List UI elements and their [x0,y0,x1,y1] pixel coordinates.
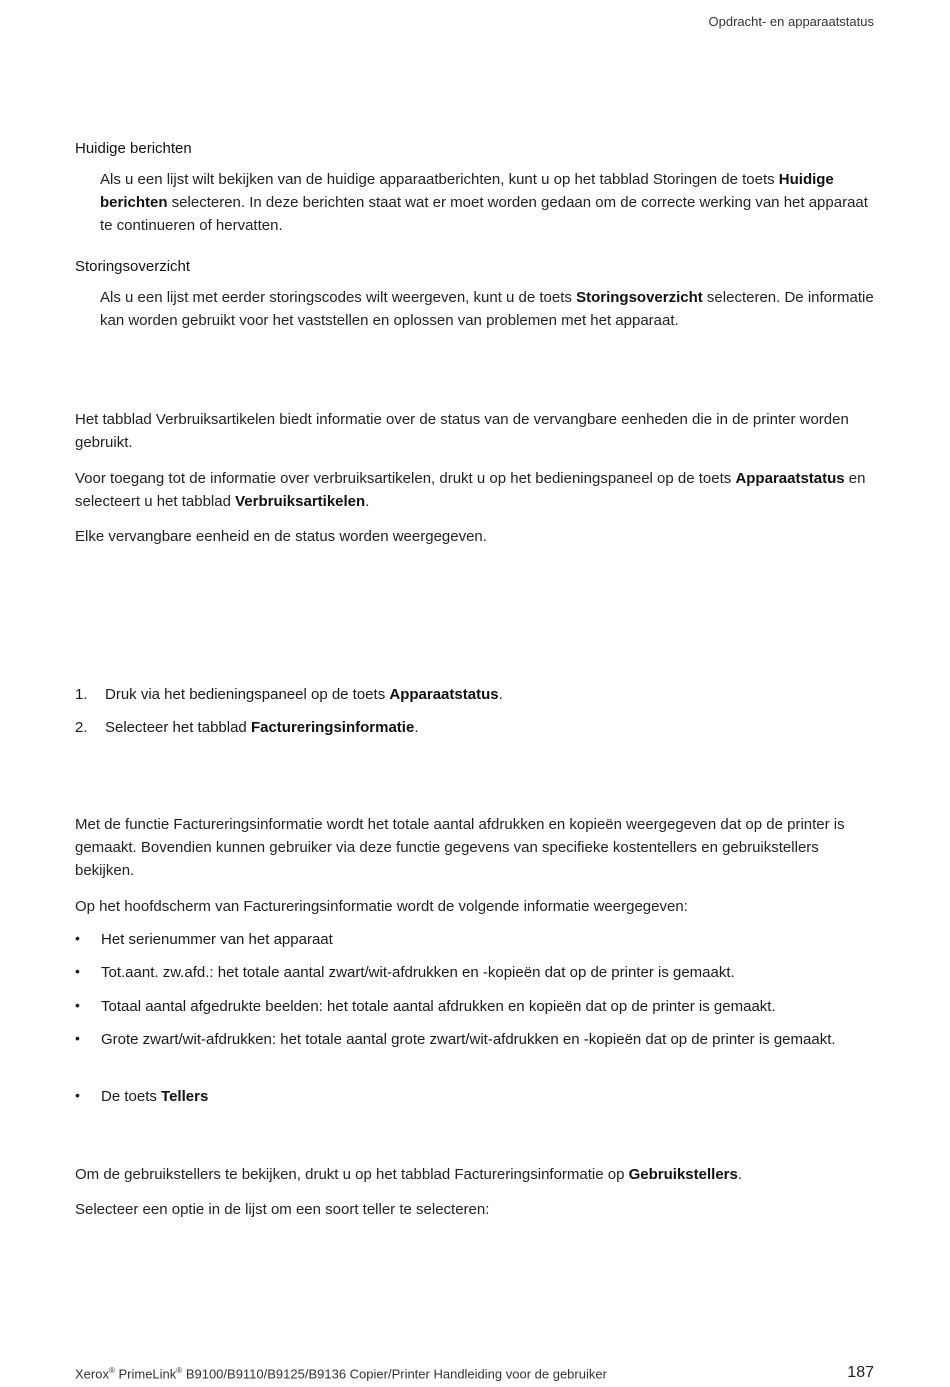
footer-product: Xerox® PrimeLink® B9100/B9110/B9125/B9136 Copier/Printer Handleiding voor de gebruiker [75,1366,607,1382]
paragraph-usage-select: Selecteer een optie in de lijst om een soort teller te selecteren: [75,1201,490,1218]
paragraph-billing-main-screen: Op het hoofdscherm van Factureringsinformatie wordt de volgende informatie weergegeven: [75,898,688,915]
paragraph-billing-intro: Met de functie Factureringsinformatie wordt het totale aantal afdrukken en kopieën weergegeven dat op de printer is gemaakt. Bovendien kunnen gebruiker via deze functie gegevens van specifieke kostentellers en gebruikstellers bekijken. [75,816,845,879]
paragraph-current-messages: Als u een lijst wilt bekijken van de huidige apparaatberichten, kunt u op het tabblad Storingen de toets Huidige berichten selecteren. In deze berichten staat wat er moet worden gedaan om de correcte werking van het apparaat te continueren of hervatten. [100,171,868,234]
step-text: Druk via het bedieningspaneel op de toets Apparaatstatus. [105,686,503,703]
paragraph-usage-counters: Om de gebruikstellers te bekijken, drukt u op het tabblad Factureringsinformatie op Gebruikstellers. [75,1166,743,1183]
bullet-icon: • [75,963,80,979]
list-item: Tot.aant. zw.afd.: het totale aantal zwart/wit-afdrukken en -kopieën dat op de printer is gemaakt. [101,964,735,981]
paragraph-supplies-status: Elke vervangbare eenheid en de status worden weergegeven. [75,528,487,545]
page-number: 187 [847,1364,874,1381]
step-number: 1. [75,686,88,703]
step-number: 2. [75,719,88,736]
list-item: Grote zwart/wit-afdrukken: het totale aantal grote zwart/wit-afdrukken en -kopieën dat op de printer is gemaakt. [101,1031,836,1048]
subheading-fault-history: Storingsoverzicht [75,258,191,275]
paragraph-supplies-intro: Het tabblad Verbruiksartikelen biedt informatie over de status van de vervangbare eenheden die in de printer worden gebruikt. [75,411,849,451]
bullet-icon: • [75,1087,80,1103]
running-header: Opdracht- en apparaatstatus [708,14,874,29]
bullet-icon: • [75,997,80,1013]
step-text: Selecteer het tabblad Factureringsinformatie. [105,719,419,736]
bullet-icon: • [75,930,80,946]
subheading-current-messages: Huidige berichten [75,140,192,157]
paragraph-supplies-access: Voor toegang tot de informatie over verbruiksartikelen, drukt u op het bedieningspaneel op de toets Apparaatstatus en selecteert u het tabblad Verbruiksartikelen. [75,470,866,510]
list-item: Het serienummer van het apparaat [101,931,333,948]
paragraph-fault-history: Als u een lijst met eerder storingscodes wilt weergeven, kunt u de toets Storingsoverzicht selecteren. De informatie kan worden gebruikt voor het vaststellen en oplossen van problemen met het apparaat. [100,289,874,329]
list-item: Totaal aantal afgedrukte beelden: het totale aantal afdrukken en kopieën dat op de printer is gemaakt. [101,998,776,1015]
list-item: De toets Tellers [101,1088,209,1105]
bullet-icon: • [75,1030,80,1046]
